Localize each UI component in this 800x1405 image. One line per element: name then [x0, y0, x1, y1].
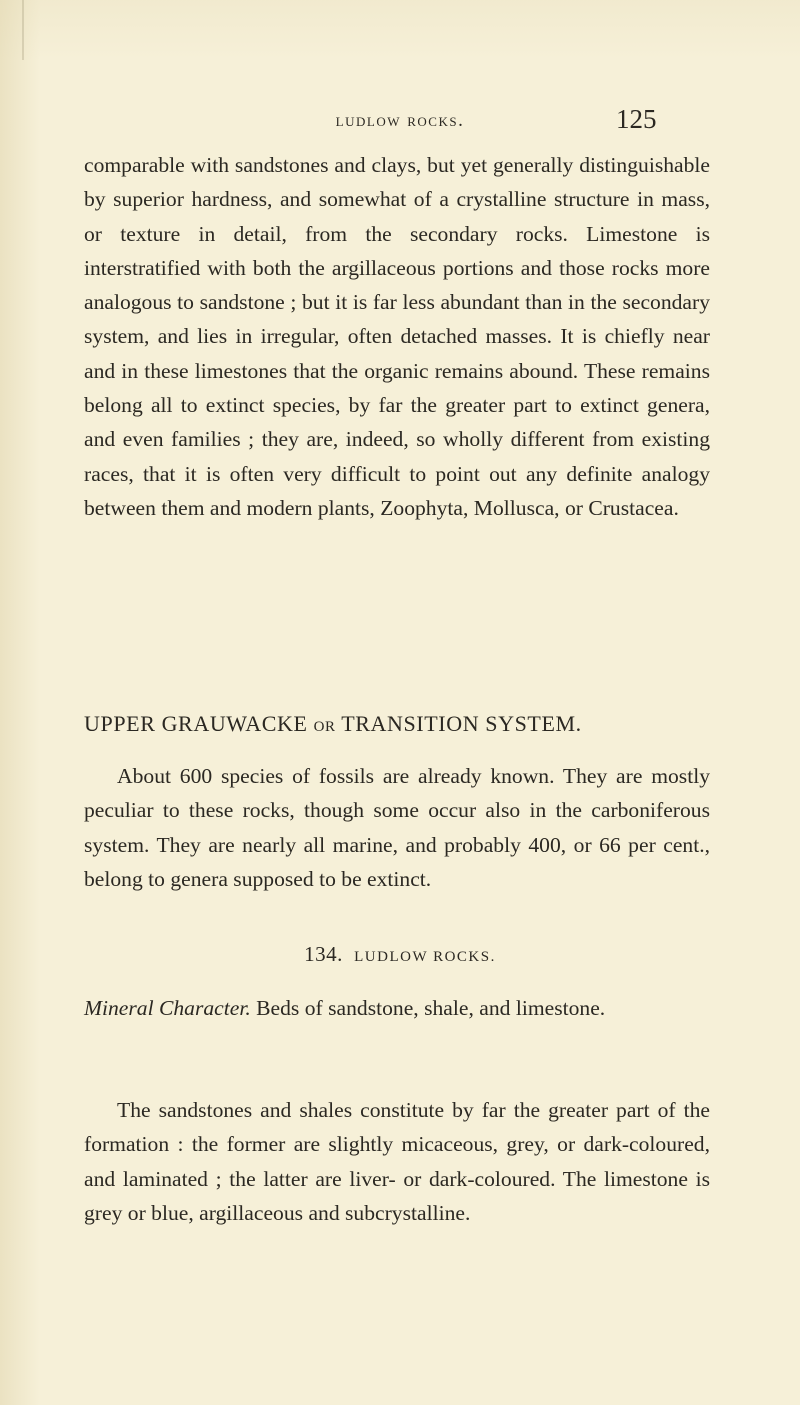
- paragraph-fossils: About 600 species of fossils are already known. They are mostly peculiar to these rocks, though some occur also in the carboniferous system. They are nearly all marine, and probably 400, or 66 per cent., belong to genera supposed to be extinct.: [84, 764, 710, 891]
- heading-part-2: TRANSITION SYSTEM.: [341, 711, 582, 736]
- paragraph-mineral-character: [84, 991, 710, 1025]
- section-heading-upper-grauwacke: [84, 711, 710, 737]
- page-edge-shadow: [0, 0, 24, 60]
- mineral-character-label: Mineral Character.: [84, 996, 251, 1020]
- paragraph-sandstones-shales: The sandstones and shales constitute by far the greater part of the formation : the former are slightly micaceous, grey, or dark-coloured, and laminated ; the latter are liver- or dark-coloured. The limestone is grey or blue, argillaceous and subcrystalline.: [84, 1098, 710, 1225]
- running-title: ludlow rocks.: [335, 110, 465, 131]
- running-header: [0, 104, 800, 140]
- paragraph-continuation: comparable with sandstones and clays, but yet generally distinguishable by superior hardness, and somewhat of a crystalline structure in mass, or texture in detail, from the secondary rocks. Limestone is interstratified with both the argillaceous portions and those rocks more analogous to sandstone ; but it is far less abundant than in the secondary system, and lies in irregular, often detached masses. It is chiefly near and in these limestones that the organic remains abound. These remains belong all to extinct species, by far the greater part to extinct genera, and even families ; they are, indeed, so wholly different from existing races, that it is often very difficult to point out any definite analogy between them and modern plants, Zoophyta, Mollusca, or Crustacea.: [84, 153, 710, 520]
- section-number: 134.: [304, 942, 343, 966]
- section-heading-ludlow-rocks: [0, 942, 800, 967]
- heading-or: OR: [313, 719, 336, 735]
- section-title: LUDLOW ROCKS.: [354, 949, 496, 965]
- heading-part-1: UPPER GRAUWACKE: [84, 711, 308, 736]
- mineral-character-text: Beds of sandstone, shale, and limestone.: [250, 996, 606, 1020]
- page-number: 125: [616, 104, 657, 134]
